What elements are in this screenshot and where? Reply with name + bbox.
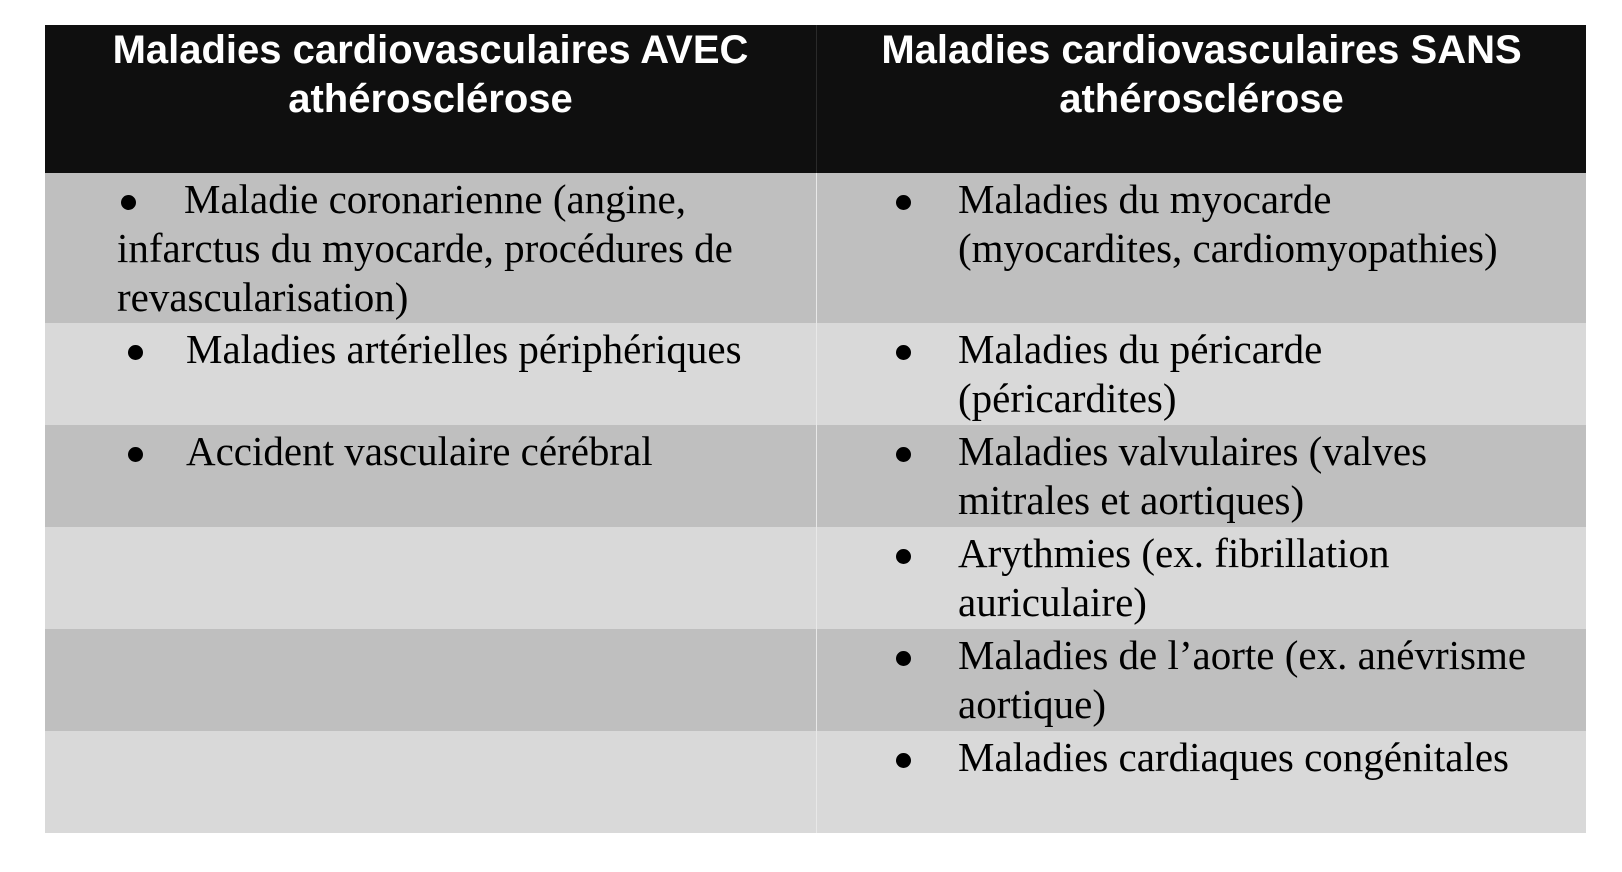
- bullet-icon: [128, 345, 143, 360]
- bullet-icon: [896, 753, 911, 768]
- table-cell: [816, 527, 1586, 629]
- left-item-3-line-1: Accident vasculaire cérébral: [186, 428, 653, 474]
- left-item-1-line-1: Maladie coronarienne (angine,: [184, 176, 687, 222]
- table-cell: [816, 323, 1586, 425]
- table-cell: [45, 323, 816, 425]
- table-row: [45, 527, 1586, 629]
- right-item-3-line-2: mitrales et aortiques): [958, 477, 1305, 523]
- right-item-4-line-2: auriculaire): [958, 579, 1147, 625]
- bullet-icon: [121, 195, 136, 210]
- table-cell: [45, 173, 816, 323]
- table-row: [45, 173, 1586, 323]
- table-cell: [816, 173, 1586, 323]
- table-cell: [45, 731, 816, 833]
- right-item-4-line-1: Arythmies (ex. fibrillation: [958, 530, 1390, 576]
- bullet-icon: [896, 447, 911, 462]
- bullet-icon: [896, 549, 911, 564]
- right-item-5-line-1: Maladies de l’aorte (ex. anévrisme: [958, 632, 1527, 678]
- table-row: [45, 731, 1586, 833]
- table-row: [45, 629, 1586, 731]
- bullet-icon: [896, 345, 911, 360]
- table-cell: [45, 425, 816, 527]
- table-row: [45, 425, 1586, 527]
- header-left-line-1: Maladies cardiovasculaires AVEC: [112, 28, 749, 72]
- right-item-5-line-2: aortique): [958, 681, 1106, 727]
- table-cell: [816, 731, 1586, 833]
- disease-table: [45, 25, 1586, 833]
- header-left-line-2: athérosclérose: [288, 77, 573, 121]
- right-item-6-line-1: Maladies cardiaques congénitales: [958, 734, 1509, 780]
- bullet-icon: [128, 447, 143, 462]
- right-item-2-line-1: Maladies du péricarde: [958, 326, 1323, 372]
- left-item-1-line-3: revascularisation): [117, 274, 409, 320]
- table-cell: [45, 527, 816, 629]
- right-item-3-line-1: Maladies valvulaires (valves: [958, 428, 1428, 474]
- right-item-1-line-2: (myocardites, cardiomyopathies): [958, 225, 1498, 271]
- table-cell: [816, 629, 1586, 731]
- left-item-2-line-1: Maladies artérielles périphériques: [186, 326, 742, 372]
- bullet-icon: [896, 651, 911, 666]
- table-cell: [816, 425, 1586, 527]
- header-right-line-1: Maladies cardiovasculaires SANS: [881, 28, 1522, 72]
- bullet-icon: [896, 195, 911, 210]
- right-item-1-line-1: Maladies du myocarde: [958, 176, 1332, 222]
- table-header-row: [45, 25, 1586, 173]
- right-item-2-line-2: (péricardites): [958, 375, 1177, 421]
- header-avec-atherosclerose: [45, 25, 816, 173]
- header-right-line-2: athérosclérose: [1059, 77, 1344, 121]
- table-cell: [45, 629, 816, 731]
- table-row: [45, 323, 1586, 425]
- left-item-1-line-2: infarctus du myocarde, procédures de: [117, 225, 733, 271]
- header-sans-atherosclerose: [816, 25, 1586, 173]
